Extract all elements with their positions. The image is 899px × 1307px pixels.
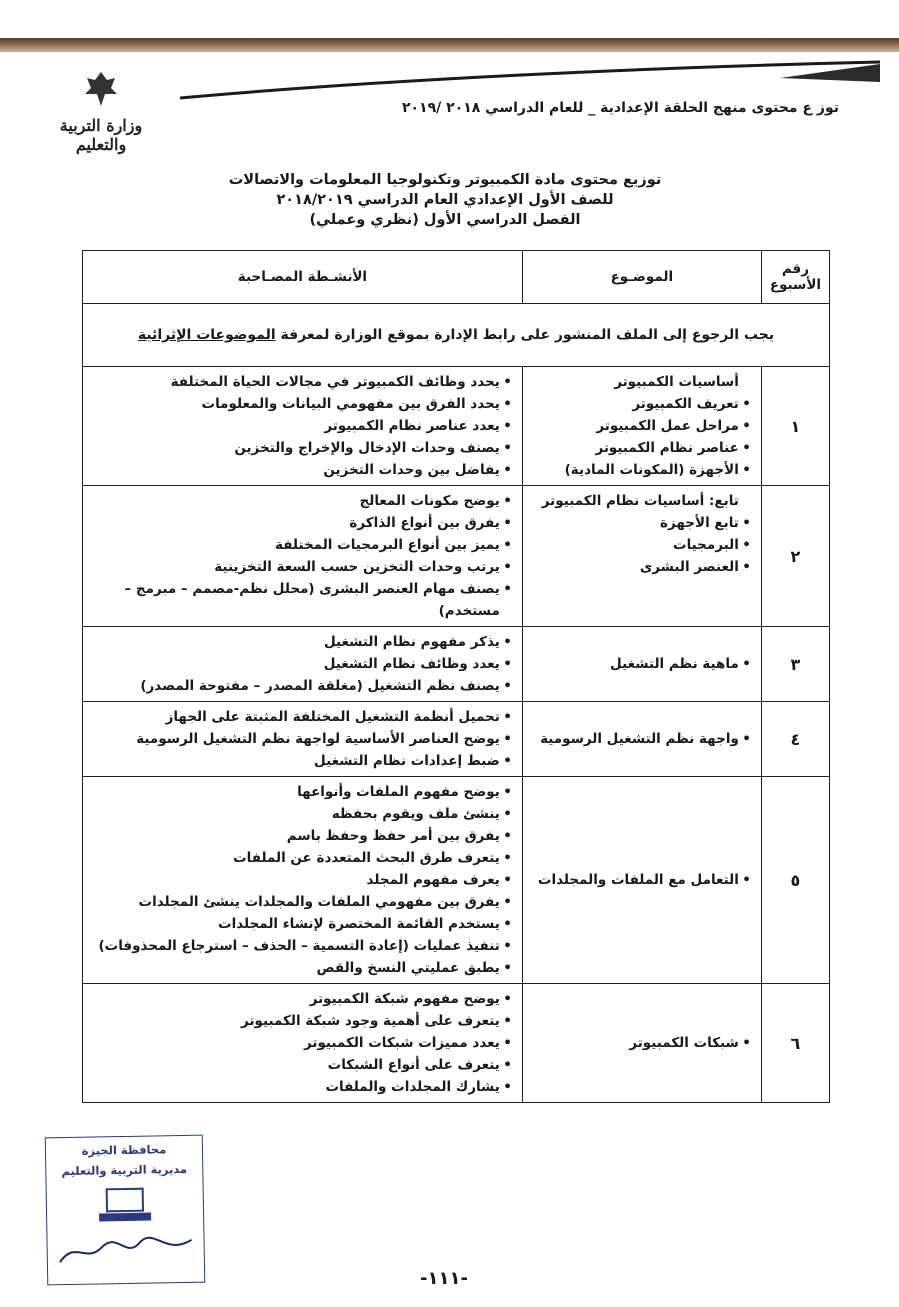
distribution-header: توز ع محتوى منهج الحلقة الإعدادية _ للعام الدراسي ٢٠١٨ /٢٠١٩: [401, 100, 839, 116]
topic-cell: [522, 367, 761, 486]
note-cell: [83, 304, 830, 367]
week-number: ٦: [761, 984, 829, 1103]
week-number: ١: [761, 367, 829, 486]
topic-cell: [522, 627, 761, 702]
activity-item: • يذكر مفهوم نظام التشغيل: [91, 631, 500, 653]
activity-item: • يعدد عناصر نظام الكمبيوتر: [91, 415, 500, 437]
activity-item: • يتعرف طرق البحث المتعددة عن الملفات: [91, 847, 500, 869]
topic-item: • ماهية نظم التشغيل: [531, 653, 739, 675]
title-line-2: للصف الأول الإعدادي العام الدراسي ٢٠١٨/٢٠١٩: [276, 192, 614, 208]
activity-item: • ينشئ ملف ويقوم بحفظه: [91, 803, 500, 825]
activities-cell: [83, 486, 523, 627]
activity-item: • يحدد وظائف الكمبيوتر في مجالات الحياة المختلفة: [91, 371, 500, 393]
activity-item: • يعرف مفهوم المجلد: [91, 869, 500, 891]
header-swoosh: [180, 60, 880, 100]
note-row: [83, 304, 830, 367]
table-row: [83, 702, 830, 777]
eagle-emblem-icon: [81, 70, 121, 108]
activity-item: • يميز بين أنواع البرمجيات المختلفة: [91, 534, 500, 556]
official-stamp: [45, 1135, 206, 1286]
activity-item: • يرتب وحدات التخزين حسب السعة التخزينية: [91, 556, 500, 578]
table-row: [83, 486, 830, 627]
activities-cell: [83, 984, 523, 1103]
page-number: -١١١-: [420, 1268, 468, 1289]
handwritten-signature-icon: [55, 1232, 196, 1270]
enrichment-topics-link: الموضوعات الإثرائية: [137, 327, 276, 343]
activity-item: • ضبط إعدادات نظام التشغيل: [91, 750, 500, 772]
activities-cell: [83, 627, 523, 702]
activity-item: • يعدد وظائف نظام التشغيل: [91, 653, 500, 675]
header-week: رقم الأسبوع: [761, 251, 829, 304]
activity-item: • يصنف وحدات الإدخال والإخراج والتخزين: [91, 437, 500, 459]
title-line-1: توزيع محتوى مادة الكمبيوتر وتكنولوجيا المعلومات والاتصالات: [228, 172, 662, 188]
topic-item: • الأجهزة (المكونات المادية): [531, 459, 739, 481]
activity-item: • يفرق بين مفهومي الملفات والمجلدات ينشئ المجلدات: [91, 891, 500, 913]
title-line-3: الفصل الدراسي الأول (نظري وعملي): [309, 212, 581, 228]
topic-item: أساسيات الكمبيوتر: [614, 374, 739, 390]
activity-item: • يتعرف على أهمية وجود شبكة الكمبيوتر: [91, 1010, 500, 1032]
activities-cell: [83, 777, 523, 984]
stamp-line-2: مديرية التربية والتعليم: [61, 1161, 188, 1179]
activity-item: • يوضح مفهوم شبكة الكمبيوتر: [91, 988, 500, 1010]
header-topic: الموضـوع: [522, 251, 761, 304]
table-header-row: [83, 251, 830, 304]
table-row: [83, 367, 830, 486]
activity-item: • يصنف نظم التشغيل (مغلقة المصدر – مفتوحة المصدر): [91, 675, 500, 697]
activity-item: • يفرق بين أنواع الذاكرة: [91, 512, 500, 534]
week-number: ٣: [761, 627, 829, 702]
topic-cell: [522, 777, 761, 984]
ministry-logo: [46, 70, 156, 154]
activity-item: • يصنف مهام العنصر البشرى (محلل نظم-مصمم – مبرمج – مستخدم): [91, 578, 500, 622]
activity-item: • يعدد مميزات شبكات الكمبيوتر: [91, 1032, 500, 1054]
activity-item: • يحدد الفرق بين مفهومي البيانات والمعلومات: [91, 393, 500, 415]
week-number: ٢: [761, 486, 829, 627]
top-decorative-band: [0, 38, 899, 52]
logo-text: وزارة التربية والتعليم: [59, 116, 143, 154]
week-number: ٤: [761, 702, 829, 777]
topic-item: • مراحل عمل الكمبيوتر: [531, 415, 739, 437]
topic-cell: [522, 984, 761, 1103]
topic-item: • واجهة نظم التشغيل الرسومية: [531, 728, 739, 750]
table-body: [83, 367, 830, 1103]
topic-item: • التعامل مع الملفات والمجلدات: [531, 869, 739, 891]
activity-item: • يشارك المجلدات والملفات: [91, 1076, 500, 1098]
activity-item: • تحميل أنظمة التشغيل المختلفة المثبتة على الجهاز: [91, 706, 500, 728]
activity-item: • يوضح مفهوم الملفات وأنواعها: [91, 781, 500, 803]
activity-item: • يوضح العناصر الأساسية لواجهة نظم التشغيل الرسومية: [91, 728, 500, 750]
activity-item: • يفرق بين أمر حفظ وحفظ باسم: [91, 825, 500, 847]
topic-cell: [522, 702, 761, 777]
topic-item: • البرمجيات: [531, 534, 739, 556]
activity-item: • يتعرف على أنواع الشبكات: [91, 1054, 500, 1076]
note-text: يجب الرجوع إلى الملف المنشور على رابط الإدارة بموقع الوزارة لمعرفة: [280, 327, 775, 343]
topic-item: تابع: أساسيات نظام الكمبيوتر: [541, 493, 739, 509]
topic-item: • عناصر نظام الكمبيوتر: [531, 437, 739, 459]
topic-item: • تعريف الكمبيوتر: [531, 393, 739, 415]
table-row: [83, 984, 830, 1103]
curriculum-table: [82, 250, 830, 1103]
activities-cell: [83, 702, 523, 777]
activity-item: • تنفيذ عمليات (إعادة التسمية – الحذف – استرجاع المحذوفات): [91, 935, 500, 957]
activities-cell: [83, 367, 523, 486]
topic-item: • العنصر البشرى: [531, 556, 739, 578]
topic-item: • شبكات الكمبيوتر: [531, 1032, 739, 1054]
table-row: [83, 627, 830, 702]
activity-item: • يفاضل بين وحدات التخزين: [91, 459, 500, 481]
activity-item: • يوضح مكونات المعالج: [91, 490, 500, 512]
stamp-emblem-icon: [95, 1184, 156, 1225]
activity-item: • يستخدم القائمة المختصرة لإنشاء المجلدات: [91, 913, 500, 935]
stamp-line-1: محافظة الجيزة: [81, 1142, 167, 1158]
week-number: ٥: [761, 777, 829, 984]
topic-cell: [522, 486, 761, 627]
table-row: [83, 777, 830, 984]
activity-item: • يطبق عمليتي النسخ والقص: [91, 957, 500, 979]
document-titles: [200, 170, 690, 230]
topic-item: • تابع الأجهزة: [531, 512, 739, 534]
header-activities: الأنشـطة المصـاحبة: [83, 251, 523, 304]
